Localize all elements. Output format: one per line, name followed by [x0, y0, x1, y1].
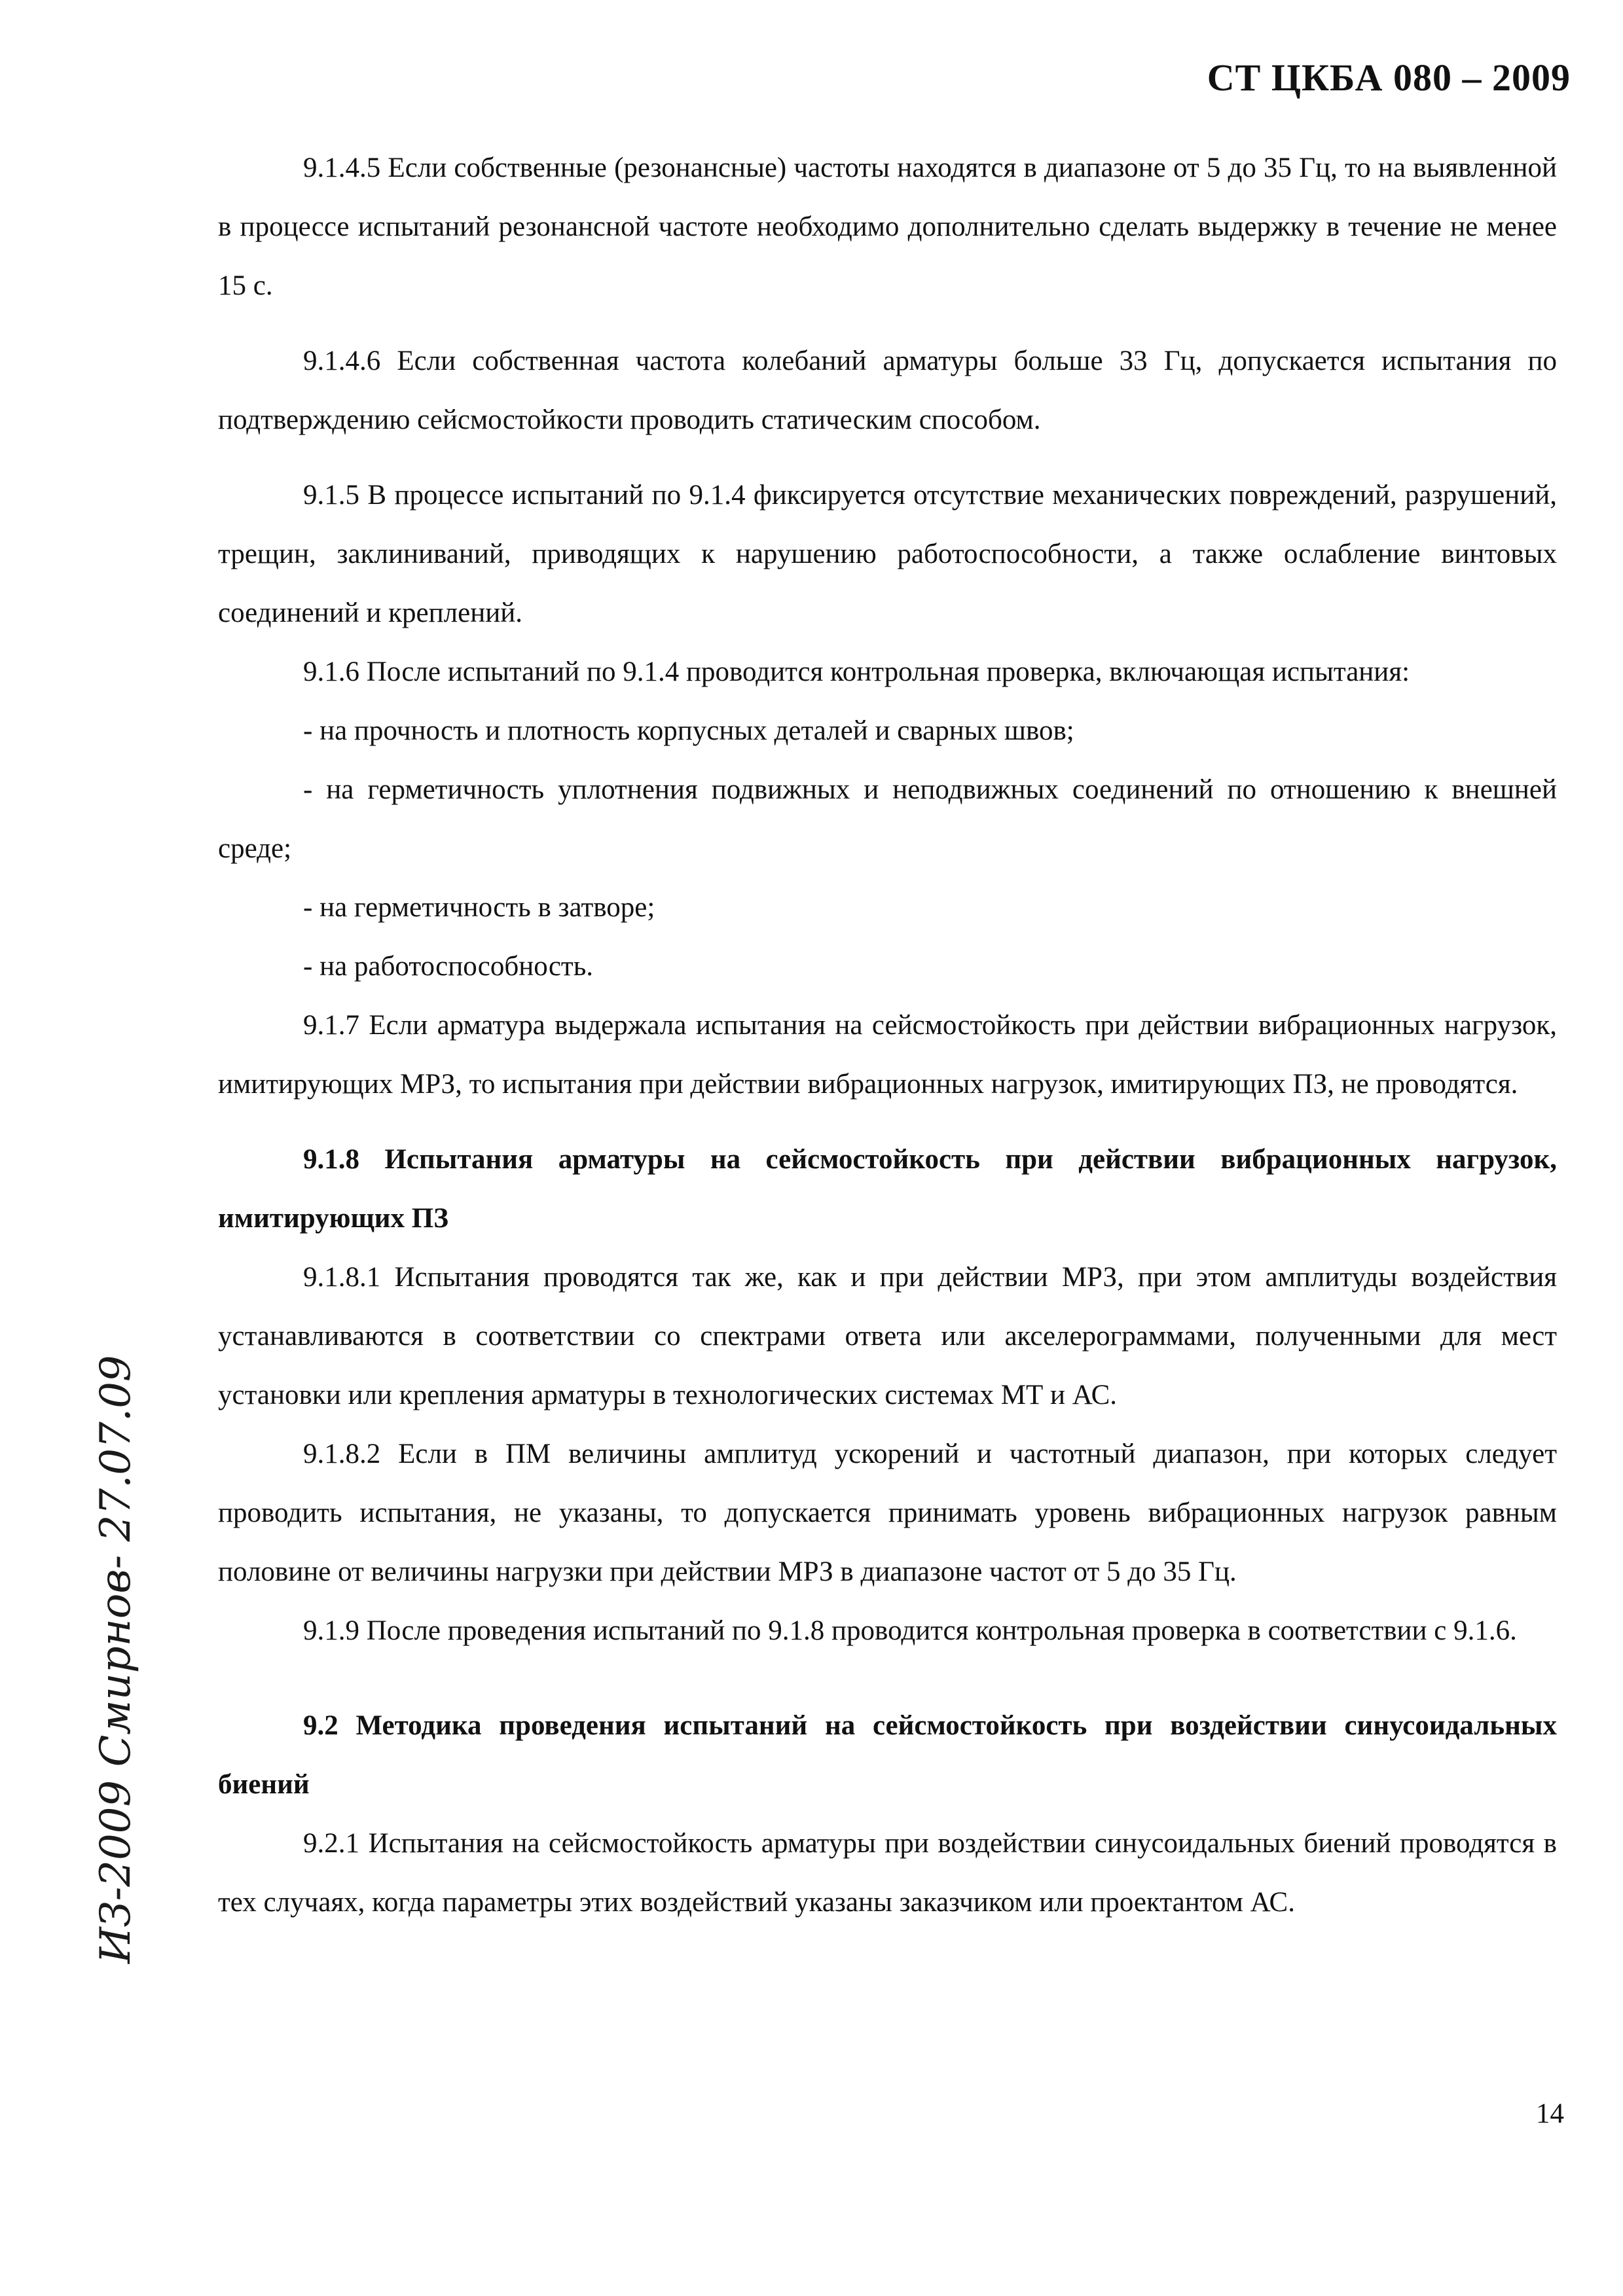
paragraph-9-2-1: 9.2.1 Испытания на сейсмостойкость арматуры при воздействии синусоидальных биений проводятся в тех случаях, когда параметры этих воздействий указаны заказчиком или проектантом АС. — [218, 1828, 1557, 1918]
page-body — [218, 139, 1557, 1932]
section-heading-9-1-8: 9.1.8 Испытания арматуры на сейсмостойкость при действии вибрационных нагрузок, имитирующих ПЗ — [218, 1144, 1557, 1234]
paragraph-9-1-8-2: 9.1.8.2 Если в ПМ величины амплитуд ускорений и частотный диапазон, при которых следует проводить испытания, не указаны, то допускается принимать уровень вибрационных нагрузок равным половине от величины нагрузки при действии МРЗ в диапазоне частот от 5 до 35 Гц. — [218, 1439, 1557, 1587]
page-number: 14 — [1536, 2098, 1564, 2129]
paragraph-9-1-7: 9.1.7 Если арматура выдержала испытания на сейсмостойкость при действии вибрационных нагрузок, имитирующих МРЗ, то испытания при действии вибрационных нагрузок, имитирующих ПЗ, не проводятся. — [218, 1010, 1557, 1100]
paragraph-9-1-5: 9.1.5 В процессе испытаний по 9.1.4 фиксируется отсутствие механических повреждений, разрушений, трещин, заклиниваний, приводящих к нарушению работоспособности, а также ослабление винтовых соединений и креплений. — [218, 480, 1557, 628]
paragraph-9-1-6: 9.1.6 После испытаний по 9.1.4 проводится контрольная проверка, включающая испытания: — [303, 656, 1410, 687]
document-code-header: СТ ЦКБА 080 – 2009 — [1207, 56, 1571, 99]
paragraph-9-1-4-5: 9.1.4.5 Если собственные (резонансные) частоты находятся в диапазоне от 5 до 35 Гц, то на выявленной в процессе испытаний резонансной частоте необходимо дополнительно сделать выдержку в течение не менее 15 с. — [218, 152, 1557, 301]
paragraph-9-1-9: 9.1.9 После проведения испытаний по 9.1.8 проводится контрольная проверка в соответствии с 9.1.6. — [303, 1615, 1517, 1646]
handwritten-margin-note: ИЗ-2009 Смирнов- 27.07.09 — [92, 1355, 140, 1964]
list-item-seal-tightness: - на герметичность уплотнения подвижных и неподвижных соединений по отношению к внешней среде; — [218, 774, 1557, 864]
list-item-strength: - на прочность и плотность корпусных деталей и сварных швов; — [303, 715, 1074, 746]
paragraph-9-1-8-1: 9.1.8.1 Испытания проводятся так же, как и при действии МРЗ, при этом амплитуды воздействия устанавливаются в соответствии со спектрами ответа или акселерограммами, полученными для мест установки или крепления арматуры в технологических системах МТ и АС. — [218, 1262, 1557, 1410]
list-item-operability: - на работоспособность. — [303, 951, 594, 982]
paragraph-9-1-4-6: 9.1.4.6 Если собственная частота колебаний арматуры больше 33 Гц, допускается испытания по подтверждению сейсмостойкости проводить статическим способом. — [218, 346, 1557, 435]
list-item-gate-tightness: - на герметичность в затворе; — [303, 892, 655, 923]
section-heading-9-2: 9.2 Методика проведения испытаний на сейсмостойкость при воздействии синусоидальных биений — [218, 1710, 1557, 1800]
